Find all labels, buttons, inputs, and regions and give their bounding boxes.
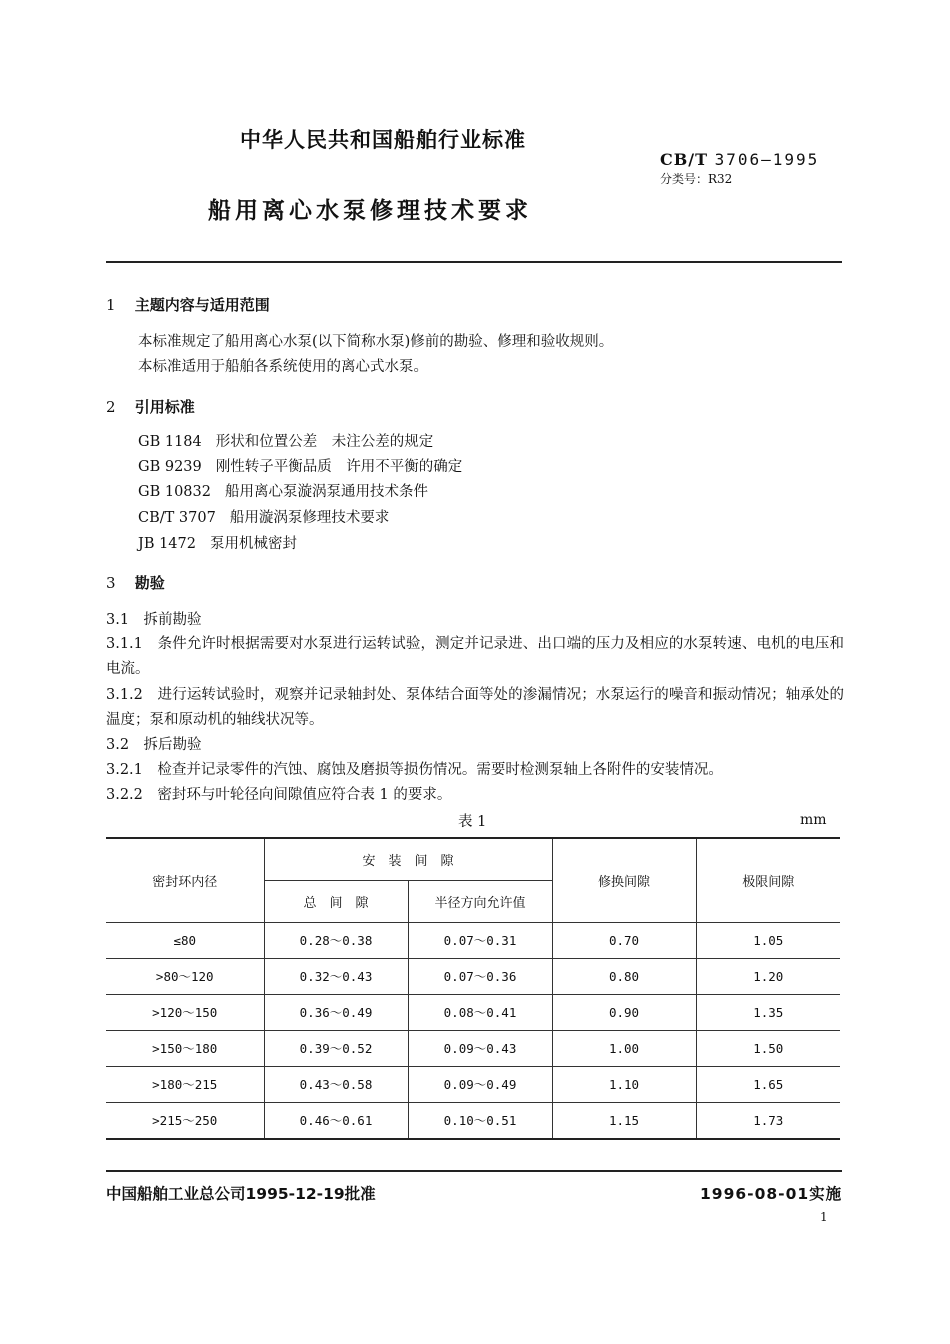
cell-diameter: >120～150: [106, 994, 264, 1030]
cell-total: 0.43～0.58: [264, 1066, 408, 1102]
reference-item: [138, 532, 297, 557]
approval-statement: 中国船舶工业总公司1995-12-19批准: [106, 1185, 376, 1203]
section-2-number: 2: [106, 398, 116, 416]
section-3-title: 勘验: [134, 574, 165, 592]
cell-replace: 1.00: [552, 1030, 696, 1066]
reference-code: GB 10832: [138, 484, 211, 500]
subsection-3-1-heading: 3.1 拆前勘验: [106, 612, 202, 628]
cell-radial: 0.09～0.43: [408, 1030, 552, 1066]
header-divider: [106, 261, 842, 263]
cell-total: 0.46～0.61: [264, 1102, 408, 1139]
cell-limit: 1.20: [696, 958, 840, 994]
table-row: [106, 994, 840, 1030]
section-1-paragraph-1: 本标准规定了船用离心水泵(以下简称水泵)修前的勘验、修理和验收规则。: [138, 334, 614, 350]
section-1-title: 主题内容与适用范围: [134, 296, 270, 314]
section-3-heading: [106, 572, 165, 593]
reference-code: JB 1472: [138, 536, 196, 552]
cell-radial: 0.09～0.49: [408, 1066, 552, 1102]
reference-item: [138, 430, 433, 455]
table-row: [106, 1102, 840, 1139]
section-3-number: 3: [106, 574, 116, 592]
cell-limit: 1.50: [696, 1030, 840, 1066]
reference-item: [138, 506, 389, 531]
table-row: [106, 1066, 840, 1102]
reference-title: 船用漩涡泵修理技术要求: [229, 510, 390, 526]
table-row: [106, 958, 840, 994]
cell-replace: 0.90: [552, 994, 696, 1030]
reference-title: 刚性转子平衡品质 许用不平衡的确定: [215, 459, 463, 475]
header-total-clearance: 总 间 隙: [264, 880, 408, 922]
cell-replace: 0.70: [552, 922, 696, 958]
header-radial-allowance: 半径方向允许值: [408, 880, 552, 922]
cell-diameter: >215～250: [106, 1102, 264, 1139]
standard-code: [660, 150, 819, 169]
header-replace-clearance: 修换间隙: [552, 838, 696, 922]
cell-total: 0.32～0.43: [264, 958, 408, 994]
reference-title: 泵用机械密封: [209, 536, 297, 552]
section-1-number: 1: [106, 296, 116, 314]
clause-3-1-1: 3.1.1 条件允许时根据需要对水泵进行运转试验，测定并记录进、出口端的压力及相应的水泵转速、电机的电压和电流。: [106, 636, 844, 677]
clause-3-2-2: 3.2.2 密封环与叶轮径向间隙值应符合表 1 的要求。: [106, 787, 452, 803]
clause-3-1-2: 3.1.2 进行运转试验时，观察并记录轴封处、泵体结合面等处的渗漏情况；水泵运行的噪音和振动情况；轴承处的温度；泵和原动机的轴线状况等。: [106, 687, 844, 728]
cell-limit: 1.05: [696, 922, 840, 958]
subsection-3-2-heading: 3.2 拆后勘验: [106, 737, 202, 753]
cell-total: 0.28～0.38: [264, 922, 408, 958]
cell-radial: 0.10～0.51: [408, 1102, 552, 1139]
section-1-paragraph-2: 本标准适用于船舶各系统使用的离心式水泵。: [138, 359, 428, 375]
section-2-title: 引用标准: [134, 398, 195, 416]
cell-diameter: >150～180: [106, 1030, 264, 1066]
effective-date: 1996-08-01实施: [700, 1185, 843, 1203]
table-unit: mm: [800, 812, 827, 828]
cell-radial: 0.08～0.41: [408, 994, 552, 1030]
standard-code-number: 3706—1995: [714, 150, 820, 169]
table-row: [106, 922, 840, 958]
cell-radial: 0.07～0.36: [408, 958, 552, 994]
reference-item: [138, 480, 428, 505]
table-caption: 表 1: [458, 814, 487, 830]
standard-title: 中华人民共和国船舶行业标准: [240, 128, 526, 152]
cell-diameter: >80～120: [106, 958, 264, 994]
page-number: 1: [820, 1210, 828, 1224]
header-seal-ring-diameter: 密封环内径: [106, 838, 264, 922]
header-install-clearance: 安 装 间 隙: [264, 838, 552, 880]
cell-limit: 1.73: [696, 1102, 840, 1139]
cell-limit: 1.65: [696, 1066, 840, 1102]
cell-diameter: ≤80: [106, 922, 264, 958]
standard-code-prefix: CB/T: [660, 150, 709, 169]
footer-divider: [106, 1170, 842, 1172]
header-limit-clearance: 极限间隙: [696, 838, 840, 922]
reference-code: GB 1184: [138, 434, 202, 450]
section-2-heading: [106, 396, 195, 417]
cell-total: 0.36～0.49: [264, 994, 408, 1030]
reference-title: 形状和位置公差 未注公差的规定: [215, 434, 434, 450]
cell-replace: 1.10: [552, 1066, 696, 1102]
classification-number: 分类号：R32: [660, 172, 733, 186]
cell-radial: 0.07～0.31: [408, 922, 552, 958]
cell-total: 0.39～0.52: [264, 1030, 408, 1066]
reference-code: CB/T 3707: [138, 510, 216, 526]
reference-item: [138, 455, 462, 480]
cell-diameter: >180～215: [106, 1066, 264, 1102]
cell-replace: 0.80: [552, 958, 696, 994]
cell-limit: 1.35: [696, 994, 840, 1030]
cell-replace: 1.15: [552, 1102, 696, 1139]
document-title: 船用离心水泵修理技术要求: [208, 198, 532, 224]
table-row: [106, 1030, 840, 1066]
reference-title: 船用离心泵漩涡泵通用技术条件: [224, 484, 428, 500]
reference-code: GB 9239: [138, 459, 202, 475]
clearance-table: [106, 837, 840, 1140]
section-1-heading: [106, 294, 270, 315]
clause-3-2-1: 3.2.1 检查并记录零件的汽蚀、腐蚀及磨损等损伤情况。需要时检测泵轴上各附件的安装情况。: [106, 762, 723, 778]
